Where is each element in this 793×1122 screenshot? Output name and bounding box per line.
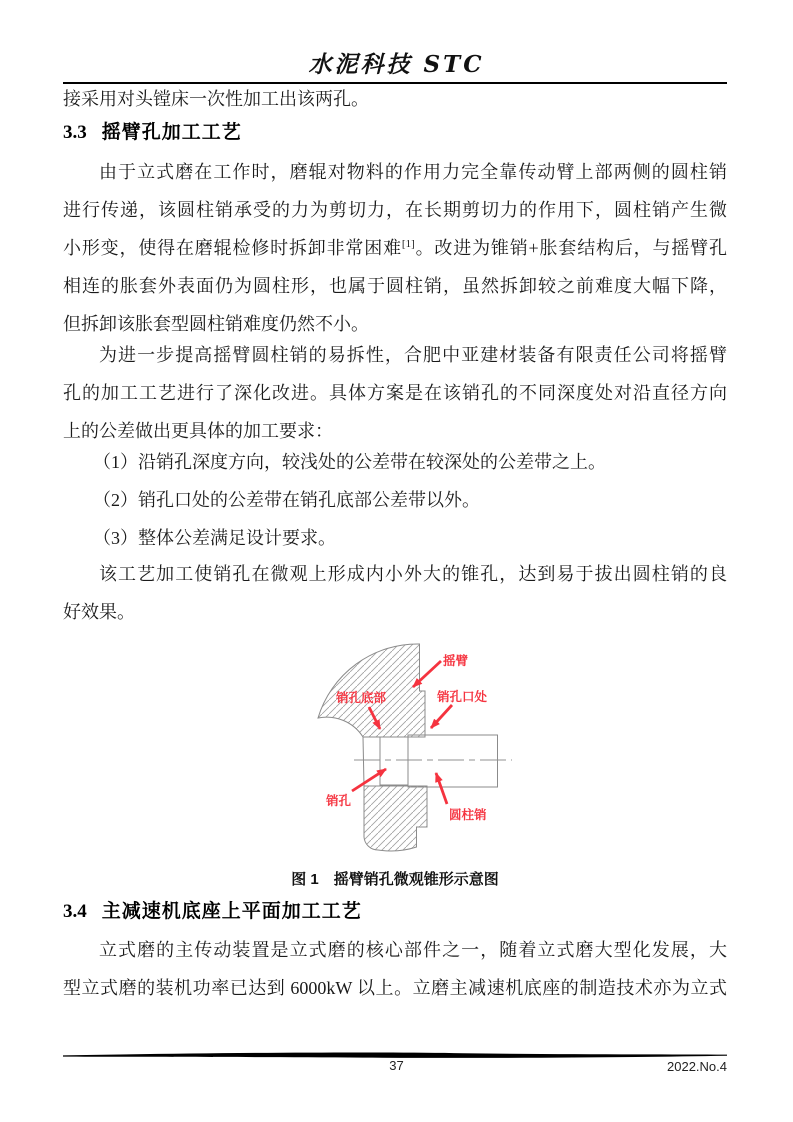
body-line-intro: 接采用对头镗床一次性加工出该两孔。	[63, 89, 369, 109]
text-line: 好效果。	[63, 602, 135, 622]
paragraph-3	[63, 555, 727, 631]
list-item: （2）销孔口处的公差带在销孔底部公差带以外。	[93, 490, 480, 510]
text-line: 为进一步提高摇臂圆柱销的易拆性，合肥中亚建材装备有限责任公司将摇臂	[99, 345, 727, 365]
text-line: 孔的加工工艺进行了深化改进。具体方案是在该销孔的不同深度处对沿直径方向	[63, 383, 727, 403]
label-hole-bottom: 销孔底部	[336, 691, 387, 705]
footer-rule	[63, 1047, 727, 1055]
paragraph-4	[63, 931, 727, 1007]
pin-hole-void	[380, 737, 408, 785]
label-pin-hole: 销孔	[326, 794, 352, 808]
paragraph-2	[63, 336, 727, 450]
text-line: 型立式磨的装机功率已达到 6000kW 以上。立磨主减速机底座的制造技术亦为立式	[63, 978, 727, 998]
figure-1	[278, 628, 540, 868]
section-title: 摇臂孔加工工艺	[101, 122, 242, 143]
list-item: （3）整体公差满足设计要求。	[93, 528, 336, 548]
section-heading-3-4	[63, 898, 727, 926]
text-segment: 。改进为锥销+胀套结构后，与摇臂孔	[414, 238, 727, 258]
numbered-items	[63, 443, 727, 557]
list-item: （1）沿销孔深度方向，较浅处的公差带在较深处的公差带之上。	[93, 452, 606, 472]
figure-caption: 图 1 摇臂销孔微观锥形示意图	[291, 871, 499, 888]
text-line: 进行传递，该圆柱销承受的力为剪切力，在长期剪切力的作用下，圆柱销产生微	[63, 200, 727, 220]
issue-label: 2022.No.4	[667, 1059, 727, 1074]
section-heading-3-3	[63, 119, 727, 147]
arrow-hole-mouth	[431, 705, 452, 728]
label-hole-mouth: 销孔口处	[437, 690, 488, 704]
label-cylindrical-pin: 圆柱销	[449, 808, 487, 822]
paragraph-1	[63, 153, 727, 343]
section-number: 3.3	[63, 122, 87, 143]
text-line: 由于立式磨在工作时，磨辊对物料的作用力完全靠传动臂上部两侧的圆柱销	[99, 162, 727, 182]
profile-edge	[363, 737, 364, 786]
text-line: 但拆卸该胀套型圆柱销难度仍然不小。	[63, 314, 369, 334]
text-line: 该工艺加工使销孔在微观上形成内小外大的锥孔，达到易于拔出圆柱销的良	[99, 564, 727, 584]
text-line	[63, 229, 727, 267]
journal-title: 水泥科技 STC	[308, 51, 485, 78]
section-title: 主减速机底座上平面加工工艺	[101, 901, 362, 922]
text-line: 相连的胀套外表面仍为圆柱形，也属于圆柱销，虽然拆卸较之前难度大幅下降，	[63, 276, 727, 296]
text-line: 立式磨的主传动装置是立式磨的核心部件之一，随着立式磨大型化发展，大	[99, 940, 727, 960]
cylindrical-pin-shape	[408, 735, 498, 787]
page-number: 37	[389, 1058, 404, 1073]
text-segment: 小形变，使得在磨辊检修时拆卸非常困难	[63, 238, 402, 258]
citation-superscript: [1]	[401, 238, 415, 250]
label-rocker-arm: 摇臂	[443, 654, 469, 668]
figure-drawing	[278, 628, 540, 868]
section-number: 3.4	[63, 901, 87, 922]
text-line: 上的公差做出更具体的加工要求：	[63, 421, 333, 441]
rocker-arm-lower-section	[364, 786, 427, 851]
